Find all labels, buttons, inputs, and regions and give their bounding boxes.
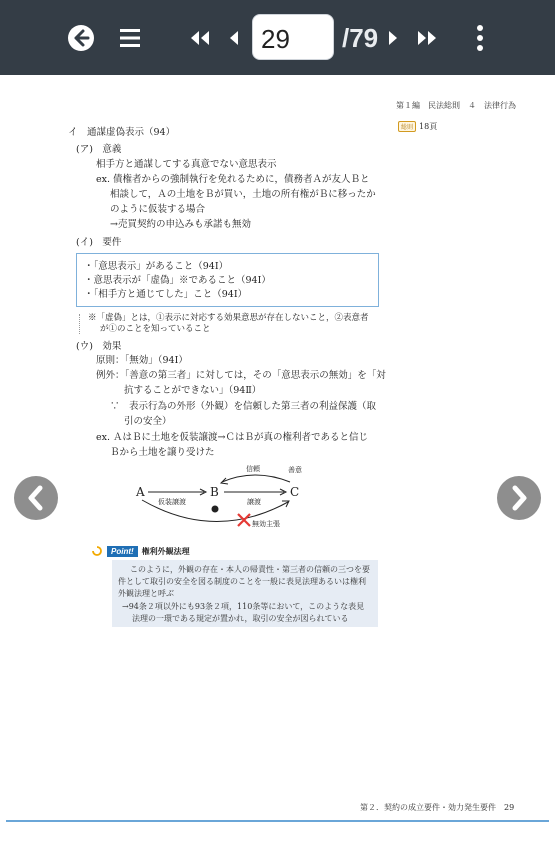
- effect-line: 引の安全）: [124, 416, 172, 427]
- note-line: が①のことを知っていること: [100, 324, 211, 334]
- point-line: 件として取引の安全を図る制度のことを一般に表見法理あるいは権利: [118, 577, 366, 586]
- point-title: 権利外観法理: [141, 546, 190, 556]
- point-line: このように，外観の存在・本人の帰責性・第三者の信頼の三つを要: [130, 565, 370, 574]
- effect-line: Ｂから土地を譲り受けた: [110, 447, 215, 458]
- effect-line: 例外：「善意の第三者」に対しては，その「意思表示の無効」を「対: [96, 370, 386, 381]
- node-a: A: [136, 485, 145, 499]
- effect-line: 原則：「無効」（94Ⅰ）: [96, 355, 188, 366]
- cross-icon: [238, 514, 250, 526]
- page-footer: 第２．契約の成立要件・効力発生要件 29: [360, 803, 515, 812]
- meaning-heading: (ア) 意義: [76, 144, 122, 155]
- ref-badge: 総則: [398, 121, 416, 132]
- note-rule: [79, 314, 80, 334]
- page-total: /79: [342, 23, 379, 53]
- node-b: B: [210, 485, 219, 499]
- arrow-trust: [222, 475, 290, 482]
- label-fake-transfer: 仮装譲渡: [158, 498, 186, 506]
- meaning-line: 相手方と通謀してする真意でない意思表示: [96, 159, 277, 170]
- next-page-icon[interactable]: [385, 26, 401, 50]
- meaning-line: →売買契約の申込みも承諾も無効: [110, 219, 251, 230]
- requirement-item: ・「相手方と通じてした」こと（94Ⅰ）: [84, 289, 248, 300]
- last-page-icon[interactable]: [413, 26, 441, 50]
- section-title: イ 通謀虚偽表示（94）: [68, 127, 176, 138]
- point-line: 法理の一環である規定が置かれ，取引の安全が図られている: [132, 614, 349, 623]
- effect-line: 抗することができない」（94Ⅱ）: [124, 385, 262, 396]
- page-number-input[interactable]: [252, 14, 334, 60]
- requirement-item: ・意思表示が「虚偽」※であること（94Ⅰ）: [84, 275, 271, 286]
- running-header: 第１編 民法総則 ４ 法律行為: [396, 101, 516, 110]
- meaning-line: 相談して，Ａの土地をＢが買い，土地の所有権がＢに移ったか: [110, 189, 376, 200]
- label-trust: 信頼: [246, 465, 260, 473]
- reference: [398, 121, 437, 132]
- next-page-button[interactable]: [497, 476, 541, 520]
- prev-page-button[interactable]: [14, 476, 58, 520]
- requirement-item: ・「意思表示」があること（94Ⅰ）: [84, 261, 229, 272]
- effect-heading: (ウ) 効果: [76, 341, 122, 352]
- node-c: C: [290, 485, 300, 499]
- ref-page: 18頁: [419, 122, 438, 131]
- meaning-line: のように仮装する場合: [110, 204, 206, 215]
- note-line: ※「虚偽」とは，①表示に対応する効果意思が存在しないこと，②表意者: [88, 313, 369, 323]
- point-swirl-icon: [91, 545, 103, 557]
- transfer-diagram: [130, 460, 330, 532]
- effect-line: ∵ 表示行為の外形（外観）を信頼した第三者の利益保護（取: [110, 401, 377, 412]
- chevron-right-icon: [508, 485, 530, 511]
- requirements-heading: (イ) 要件: [76, 237, 122, 248]
- first-page-icon[interactable]: [186, 26, 214, 50]
- arrowhead: [282, 501, 289, 507]
- more-vertical-icon[interactable]: [470, 22, 490, 54]
- prev-page-icon[interactable]: [226, 26, 242, 50]
- point-header: [91, 545, 190, 557]
- effect-line: ex. ＡはＢに土地を仮装譲渡→ＣはＢが真の権利者であると信じ: [96, 432, 368, 443]
- menu-icon[interactable]: [116, 24, 144, 52]
- b-marker-icon: [212, 506, 219, 513]
- toolbar: [0, 0, 555, 75]
- label-invalid: 無効主張: [252, 520, 280, 528]
- label-goodfaith: 善意: [288, 466, 302, 474]
- meaning-line: ex. 債権者からの強制執行を免れるために，債務者Ａが友人Ｂと: [96, 174, 370, 185]
- point-line: →94条２項以外にも93条２項，110条等において，このような表見: [122, 602, 365, 611]
- chevron-left-icon: [25, 485, 47, 511]
- point-label: Point!: [107, 546, 138, 557]
- point-line: 外観法理と呼ぶ: [118, 589, 174, 598]
- back-icon[interactable]: [66, 23, 96, 53]
- label-transfer: 譲渡: [247, 498, 261, 506]
